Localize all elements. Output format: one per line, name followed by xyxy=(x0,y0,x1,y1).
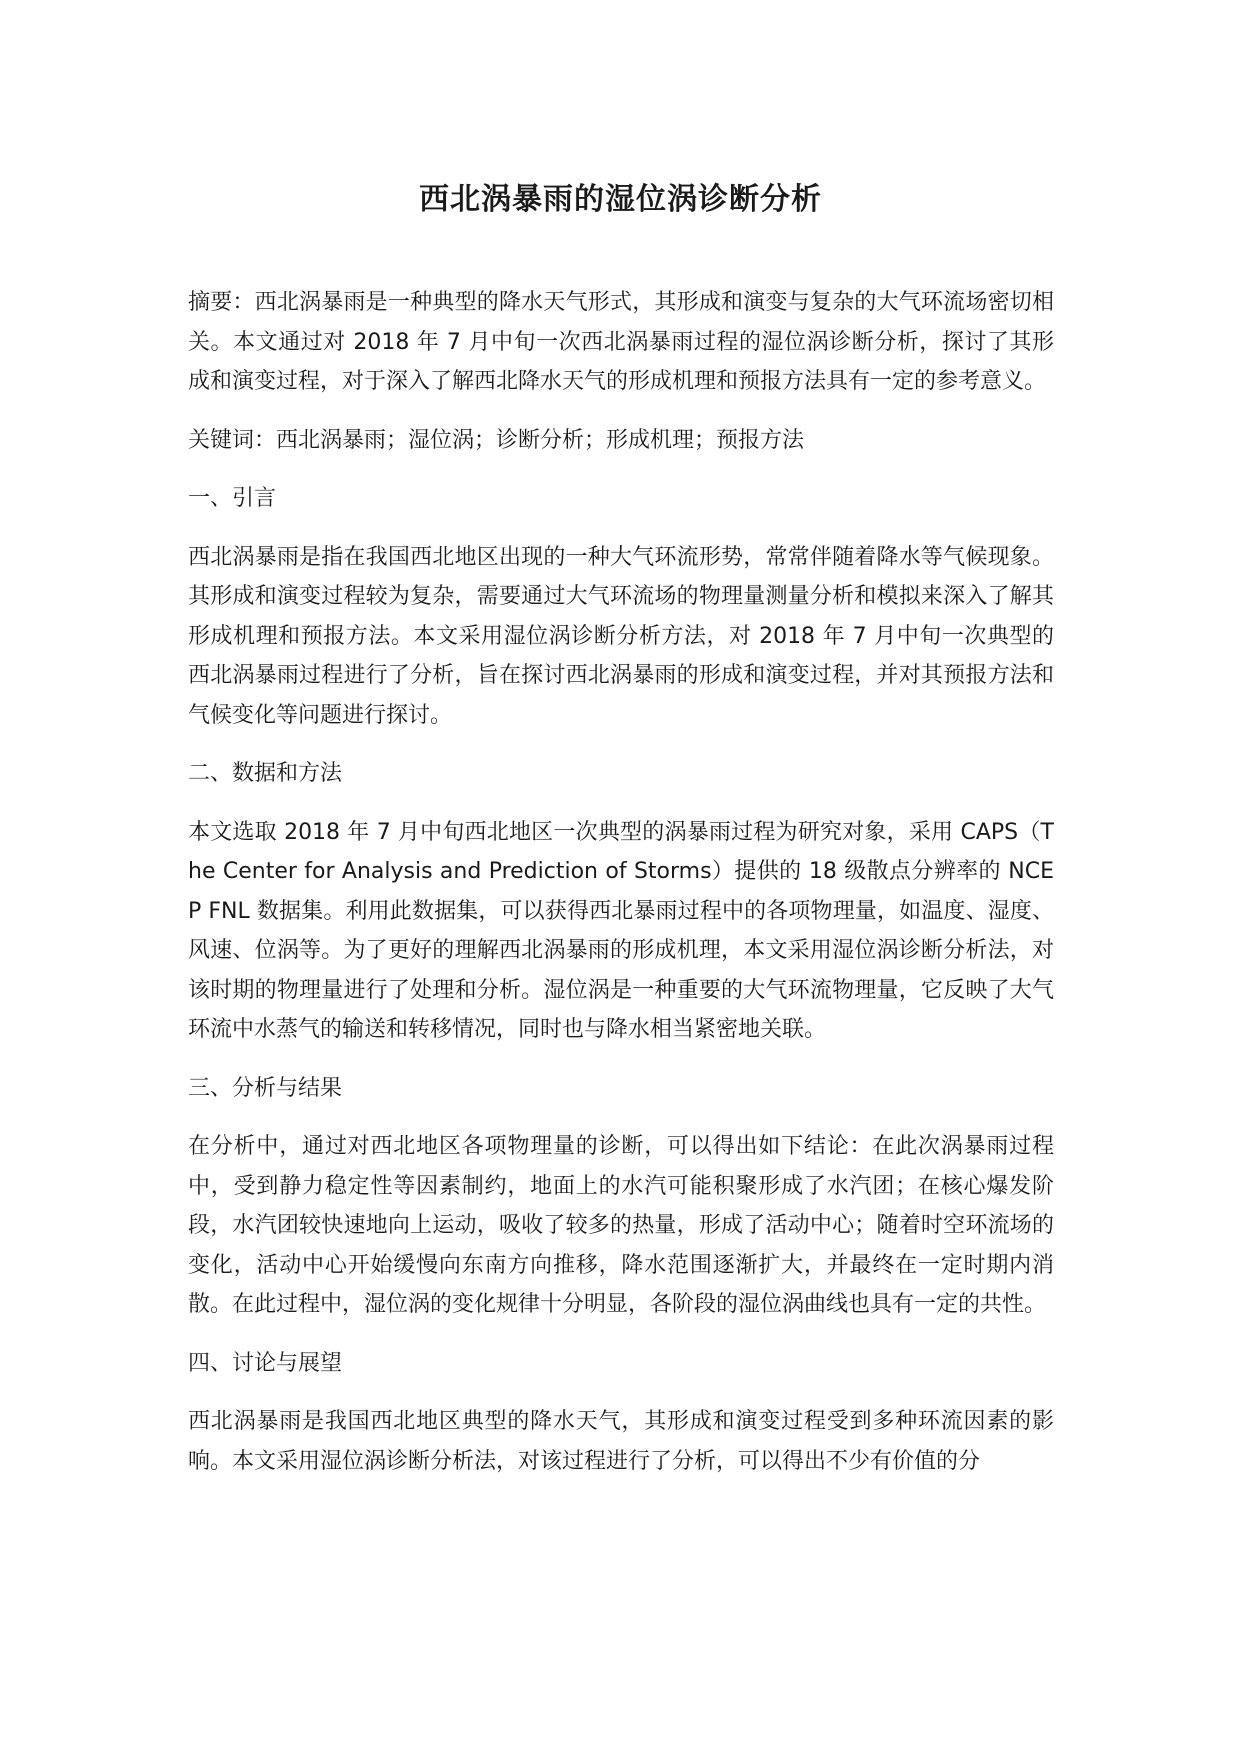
keywords-paragraph: 关键词：西北涡暴雨；湿位涡；诊断分析；形成机理；预报方法 xyxy=(188,427,805,453)
document-body xyxy=(188,283,1054,1500)
abstract-paragraph: 摘要：西北涡暴雨是一种典型的降水天气形式，其形成和演变与复杂的大气环流场密切相关。本文通过对 2018 年 7 月中旬一次西北涡暴雨过程的湿位涡诊断分析，探讨了其形成和演变过程，对于深入了解西北降水天气的形成机理和预报方法具有一定的参考意义。 xyxy=(188,290,1054,394)
section-heading-discussion: 四、讨论与展望 xyxy=(188,1350,343,1376)
section-paragraph-data-methods: 本文选取 2018 年 7 月中旬西北地区一次典型的涡暴雨过程为研究对象，采用 CAPS（The Center for Analysis and Prediction of Storms）提供的 18 级散点分辨率的 NCEP FNL 数据集。利用此数据集，可以获得西北暴雨过程中的各项物理量，如温度、湿度、风速、位涡等。为了更好的理解西北涡暴雨的形成机理，本文采用湿位涡诊断分析法，对该时期的物理量进行了处理和分析。湿位涡是一种重要的大气环流物理量，它反映了大气环流中水蒸气的输送和转移情况，同时也与降水相当紧密地关联。 xyxy=(188,819,1054,1042)
document-title: 西北涡暴雨的湿位涡诊断分析 xyxy=(419,182,822,217)
section-heading-analysis-results: 三、分析与结果 xyxy=(188,1075,343,1101)
section-paragraph-discussion: 西北涡暴雨是我国西北地区典型的降水天气，其形成和演变过程受到多种环流因素的影响。本文采用湿位涡诊断分析法，对该过程进行了分析，可以得出不少有价值的分 xyxy=(188,1409,1054,1474)
section-paragraph-introduction: 西北涡暴雨是指在我国西北地区出现的一种大气环流形势，常常伴随着降水等气候现象。其形成和演变过程较为复杂，需要通过大气环流场的物理量测量分析和模拟来深入了解其形成机理和预报方法。本文采用湿位涡诊断分析方法，对 2018 年 7 月中旬一次典型的西北涡暴雨过程进行了分析，旨在探讨西北涡暴雨的形成和演变过程，并对其预报方法和气候变化等问题进行探讨。 xyxy=(188,544,1054,728)
section-heading-data-methods: 二、数据和方法 xyxy=(188,761,343,786)
section-heading-introduction: 一、引言 xyxy=(188,486,277,511)
section-paragraph-analysis-results: 在分析中，通过对西北地区各项物理量的诊断，可以得出如下结论：在此次涡暴雨过程中，受到静力稳定性等因素制约，地面上的水汽可能积聚形成了水汽团；在核心爆发阶段，水汽团较快速地向上运动，吸收了较多的热量，形成了活动中心；随着时空环流场的变化，活动中心开始缓慢向东南方向推移，降水范围逐渐扩大，并最终在一定时期内消散。在此过程中，湿位涡的变化规律十分明显，各阶段的湿位涡曲线也具有一定的共性。 xyxy=(188,1134,1054,1317)
